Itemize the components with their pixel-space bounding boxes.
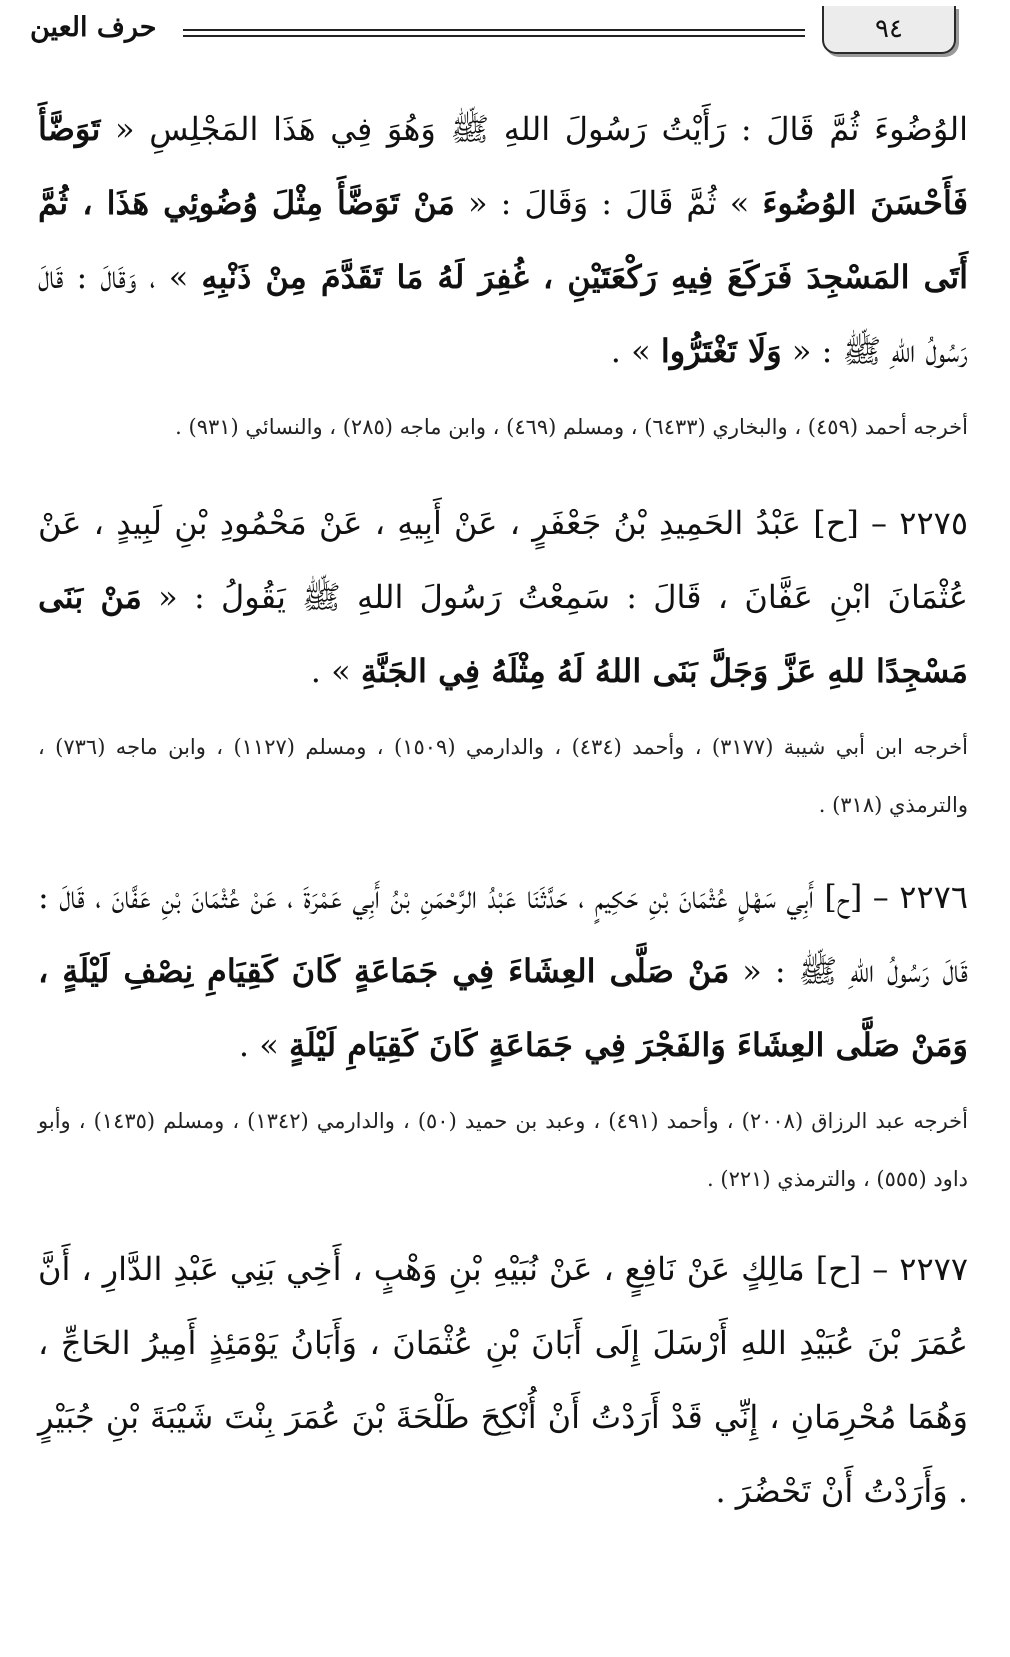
hadith-text: ٢٢٧٥ – [ح] عَبْدُ الحَمِيدِ بْنُ جَعْفَرٍ ، عَنْ أَبِيهِ ، عَنْ مَحْمُودِ بْنِ لَبِيدٍ ، عَنْ عُثْمَانَ ابْنِ عَفَّانَ ، قَالَ : سَمِعْتُ رَسُولَ اللهِ ﷺ يَقُولُ : « مَنْ بَنَى مَسْجِدًا للهِ عَزَّ وَجَلَّ بَنَى اللهُ لَهُ مِثْلَهُ فِي الجَنَّةِ » . bbox=[38, 504, 969, 690]
header-rule bbox=[183, 29, 805, 31]
takhrij-note: أخرجه أحمد (٤٥٩) ، والبخاري (٦٤٣٣) ، ومسلم (٤٦٩) ، وابن ماجه (٢٨٥) ، والنسائي (٩٣١) . bbox=[175, 415, 968, 439]
hadith-text: ٢٢٧٧ – [ح] مَالِكٍ عَنْ نَافِعٍ ، عَنْ نُبَيْهِ بْنِ وَهْبٍ ، أَخِي بَنِي عَبْدِ الدَّارِ ، أَنَّ عُمَرَ بْنَ عُبَيْدِ اللهِ أَرْسَلَ إِلَى أَبَانَ بْنِ عُثْمَانَ ، وَأَبَانُ يَوْمَئِذٍ أَمِيرُ الحَاجِّ ، وَهُمَا مُحْرِمَانِ ، إِنِّي قَدْ أَرَدْتُ أَنْ أُنْكِحَ طَلْحَةَ بْنَ عُمَرَ بِنْتَ شَيْبَةَ بْنِ جُبَيْرٍ . وَأَرَدْتُ أَنْ تَحْضُرَ . bbox=[38, 1250, 969, 1510]
hadith-text: الوُضُوءَ ثُمَّ قَالَ : رَأَيْتُ رَسُولَ اللهِ ﷺ وَهُوَ فِي هَذَا المَجْلِسِ « تَوَضَّأَ فَأَحْسَنَ الوُضُوءَ » ثُمَّ قَالَ : وَقَالَ : « مَنْ تَوَضَّأَ مِثْلَ وُضُوئِي هَذَا ، ثُمَّ أَتَى المَسْجِدَ فَرَكَعَ فِيهِ رَكْعَتَيْنِ ، غُفِرَ لَهُ مَا تَقَدَّمَ مِنْ ذَنْبِهِ » ، وَقَالَ : قَالَ رَسُولُ اللهِ ﷺ : « وَلَا تَغْتَرُّوا » . bbox=[38, 110, 969, 370]
prophetic-text: وَلَا تَغْتَرُّوا bbox=[660, 332, 782, 370]
prophetic-text: مَنْ صَلَّى العِشَاءَ فِي جَمَاعَةٍ كَانَ كَقِيَامِ نِصْفِ لَيْلَةٍ ، وَمَنْ صَلَّى العِشَاءَ وَالفَجْرَ فِي جَمَاعَةٍ كَانَ كَقِيَامِ لَيْلَةٍ bbox=[38, 952, 968, 1064]
hadith-text: ٢٢٧٦ – [ح] أَبِي سَهْلٍ عُثْمَانَ بْنِ حَكِيمٍ ، حَدَّثَنَا عَبْدُ الرَّحْمَنِ بْنُ أَبِي عَمْرَةَ ، عَنْ عُثْمَانَ بْنِ عَفَّانَ ، قَالَ : قَالَ رَسُولُ اللهِ ﷺ : « مَنْ صَلَّى العِشَاءَ فِي جَمَاعَةٍ كَانَ كَقِيَامِ نِصْفِ لَيْلَةٍ ، وَمَنْ صَلَّى العِشَاءَ وَالفَجْرَ فِي جَمَاعَةٍ كَانَ كَقِيَامِ لَيْلَةٍ » . bbox=[38, 878, 969, 1064]
takhrij-note: أخرجه ابن أبي شيبة (٣١٧٧) ، وأحمد (٤٣٤) ، والدارمي (١٥٠٩) ، ومسلم (١١٢٧) ، وابن ماجه (٧٣٦) ، والترمذي (٣١٨) . bbox=[38, 735, 968, 817]
header-rule bbox=[183, 35, 805, 37]
page-content bbox=[38, 92, 968, 1528]
hadith-number: ٢٢٧٧ – bbox=[861, 1250, 969, 1288]
hadith-number: ٢٢٧٦ – bbox=[862, 878, 969, 916]
prophetic-text: مَنْ تَوَضَّأَ مِثْلَ وُضُوئِي هَذَا ، ثُمَّ أَتَى المَسْجِدَ فَرَكَعَ فِيهِ رَكْعَتَيْنِ ، غُفِرَ لَهُ مَا تَقَدَّمَ مِنْ ذَنْبِهِ bbox=[38, 184, 969, 296]
prophetic-text: مَنْ بَنَى مَسْجِدًا للهِ عَزَّ وَجَلَّ بَنَى اللهُ لَهُ مِثْلَهُ فِي الجَنَّةِ bbox=[38, 578, 968, 690]
page-number-tab bbox=[822, 6, 956, 54]
chapter-title: حرف العين bbox=[30, 12, 157, 43]
page-number: ٩٤ bbox=[875, 14, 903, 44]
takhrij-note: أخرجه عبد الرزاق (٢٠٠٨) ، وأحمد (٤٩١) ، وعبد بن حميد (٥٠) ، والدارمي (١٣٤٢) ، ومسلم (١٤٣٥) ، وأبو داود (٥٥٥) ، والترمذي (٢٢١) . bbox=[38, 1109, 968, 1191]
prophetic-text: تَوَضَّأَ فَأَحْسَنَ الوُضُوءَ bbox=[38, 110, 969, 222]
page-header bbox=[0, 0, 1010, 80]
hadith-number: ٢٢٧٥ – bbox=[858, 504, 969, 542]
